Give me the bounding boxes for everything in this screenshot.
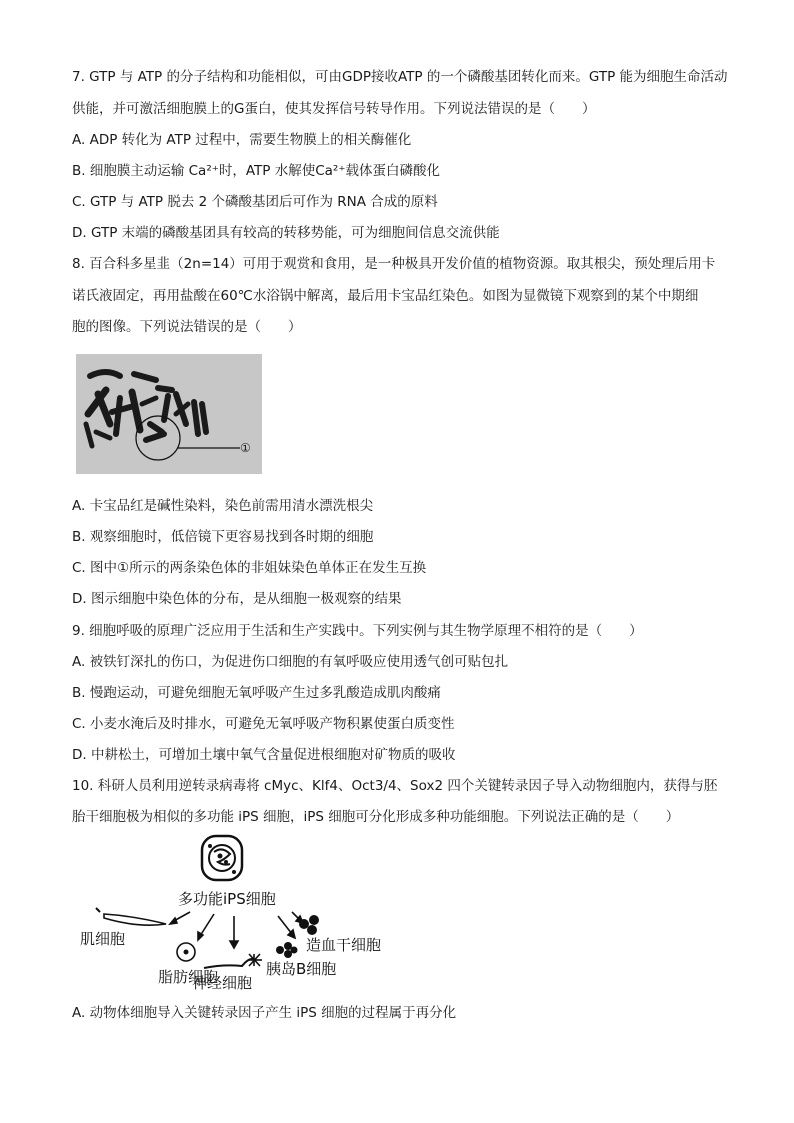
q9-option-d: D. 中耕松土，可增加土壤中氧气含量促进根细胞对矿物质的吸收 — [72, 747, 456, 763]
q7-option-c: C. GTP 与 ATP 脱去 2 个磷酸基团后可作为 RNA 合成的原料 — [72, 194, 438, 210]
chromosome-figure — [76, 354, 262, 474]
nerve-cell-label: 神经细胞 — [192, 974, 253, 992]
q10-stem-line-2: 胎干细胞极为相似的多功能 iPS 细胞，iPS 细胞可分化形成多种功能细胞。下列说法正确的是（ ） — [72, 809, 680, 825]
blood-stem-cell-label: 造血干细胞 — [306, 936, 382, 954]
blood-stem-cell-icon — [299, 915, 319, 935]
q9-option-b: B. 慢跑运动，可避免细胞无氧呼吸产生过多乳酸造成肌肉酸痛 — [72, 685, 441, 701]
ips-cell-label: 多功能iPS细胞 — [178, 890, 276, 908]
q7-option-b: B. 细胞膜主动运输 Ca²⁺时，ATP 水解使Ca²⁺载体蛋白磷酸化 — [72, 163, 440, 179]
q10-option-a: A. 动物体细胞导入关键转录因子产生 iPS 细胞的过程属于再分化 — [72, 1005, 457, 1021]
q10-stem-line-1: 10. 科研人员利用逆转录病毒将 cMyc、Klf4、Oct3/4、Sox2 四个关键转录因子导入动物细胞内，获得与胚 — [72, 778, 718, 794]
q9-option-a: A. 被铁钉深扎的伤口，为促进伤口细胞的有氧呼吸应使用透气创可贴包扎 — [72, 654, 509, 670]
q7-stem-line-2: 供能，并可激活细胞膜上的G蛋白，使其发挥信号转导作用。下列说法错误的是（ ） — [72, 101, 596, 117]
q8-option-b: B. 观察细胞时，低倍镜下更容易找到各时期的细胞 — [72, 529, 374, 545]
q8-option-a: A. 卡宝品红是碱性染料，染色前需用清水漂洗根尖 — [72, 498, 374, 514]
q7-option-a: A. ADP 转化为 ATP 过程中，需要生物膜上的相关酶催化 — [72, 132, 412, 148]
q8-stem-line-2: 诺氏液固定，再用盐酸在60℃水浴锅中解离，最后用卡宝品红染色。如图为显微镜下观察到的某个中期细 — [72, 288, 699, 304]
q7-option-d: D. GTP 末端的磷酸基团具有较高的转移势能，可为细胞间信息交流供能 — [72, 225, 500, 241]
fat-cell-label: 脂肪细胞 — [158, 968, 219, 986]
q8-stem-line-3: 胞的图像。下列说法错误的是（ ） — [72, 319, 302, 335]
q8-option-d: D. 图示细胞中染色体的分布，是从细胞一极观察的结果 — [72, 591, 402, 607]
muscle-cell-label: 肌细胞 — [80, 930, 126, 948]
ips-differentiation-diagram — [74, 832, 414, 992]
q9-option-c: C. 小麦水淹后及时排水，可避免无氧呼吸产物积累使蛋白质变性 — [72, 716, 455, 732]
q8-option-c: C. 图中①所示的两条染色体的非姐妹染色单体正在发生互换 — [72, 560, 427, 576]
islet-b-cell-icon — [276, 942, 298, 958]
ips-diagram-svg — [74, 832, 414, 992]
q8-stem-line-1: 8. 百合科多星韭（2n=14）可用于观赏和食用，是一种极具开发价值的植物资源。取其根尖，预处理后用卡 — [72, 256, 716, 272]
figure-callout-label: ① — [240, 441, 251, 455]
q9-stem: 9. 细胞呼吸的原理广泛应用于生活和生产实践中。下列实例与其生物学原理不相符的是（ ） — [72, 623, 643, 639]
metaphase-cell-micrograph — [76, 354, 262, 474]
islet-b-cell-label: 胰岛B细胞 — [266, 960, 337, 978]
muscle-cell-icon — [104, 914, 166, 925]
q7-stem-line-1: 7. GTP 与 ATP 的分子结构和功能相似，可由GDP接收ATP 的一个磷酸基团转化而来。GTP 能为细胞生命活动 — [72, 69, 728, 85]
